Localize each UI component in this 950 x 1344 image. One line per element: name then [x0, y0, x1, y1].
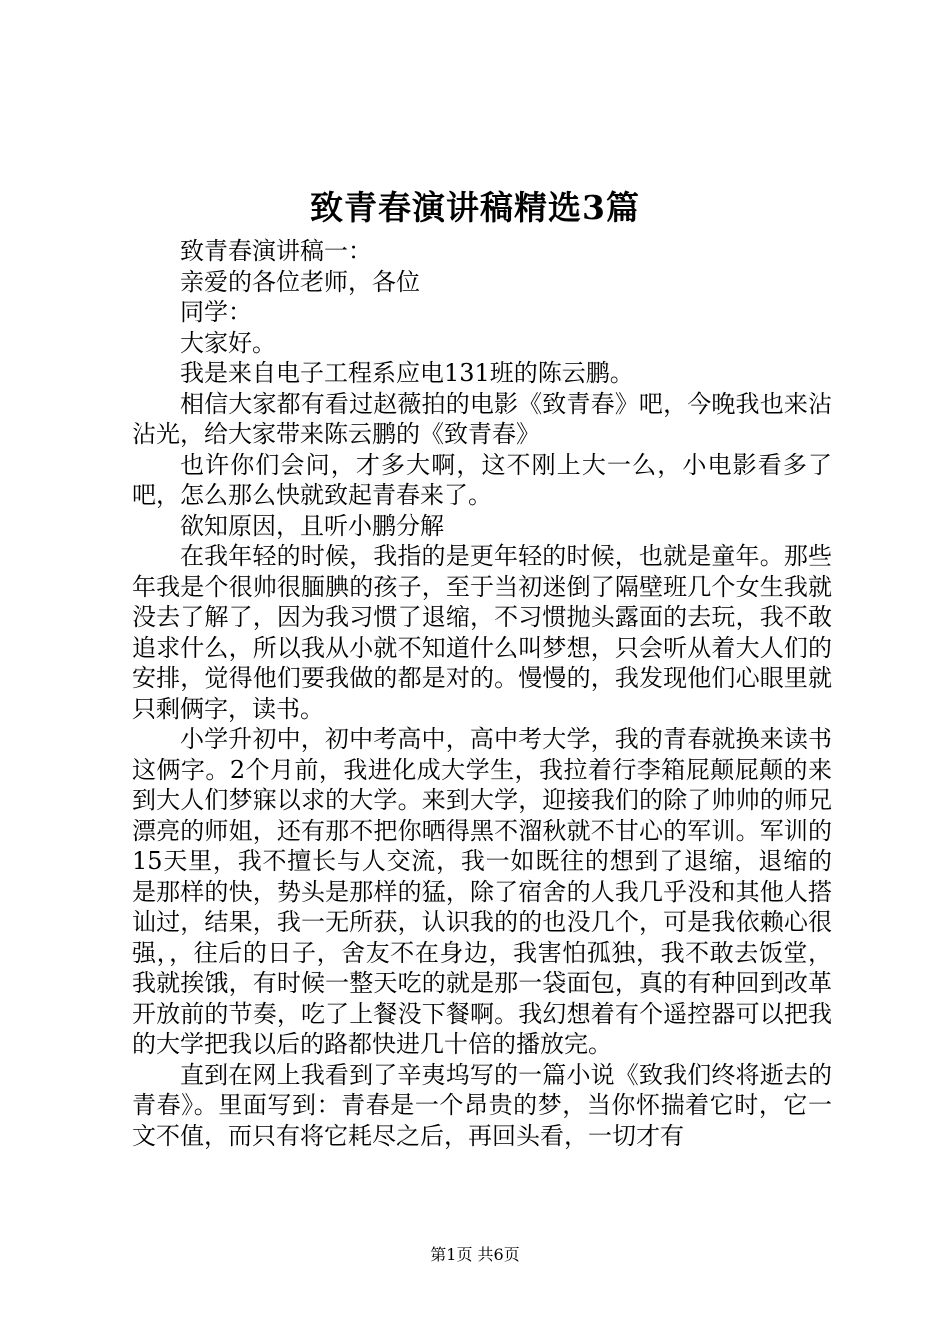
document-body	[132, 236, 832, 1151]
document-title: 致青春演讲稿精选3篇	[310, 188, 640, 227]
paragraph: 也许你们会问，才多大啊，这不刚上大一么，小电影看多了吧，怎么那么快就致起青春来了。	[132, 450, 832, 509]
paragraph: 欲知原因，且听小鹏分解	[180, 511, 444, 540]
paragraph: 直到在网上我看到了辛夷坞写的一篇小说《致我们终将逝去的青春》。里面写到：青春是一个昂贵的梦，当你怀揣着它时，它一文不值，而只有将它耗尽之后，再回头看，一切才有	[132, 1060, 832, 1150]
paragraph: 大家好。	[180, 328, 276, 357]
paragraph: 亲爱的各位老师，各位	[180, 267, 420, 296]
paragraph: 同学：	[180, 298, 252, 326]
paragraph: 在我年轻的时候，我指的是更年轻的时候，也就是童年。那些年我是个很帅很腼腆的孩子，至于当初迷倒了隔壁班几个女生我就没去了解了，因为我习惯了退缩，不习惯抛头露面的去玩，我不敢追求什么，所以我从小就不知道什么叫梦想，只会听从着大人们的安排，觉得他们要我做的都是对的。慢慢的，我发现他们心眼里就只剩俩字，读书。	[132, 542, 832, 723]
paragraph: 相信大家都有看过赵薇拍的电影《致青春》吧，今晚我也来沾沾光，给大家带来陈云鹏的《致青春》	[132, 389, 832, 448]
paragraph: 小学升初中，初中考高中，高中考大学，我的青春就换来读书这俩字。2个月前，我进化成大学生，我拉着行李箱屁颠屁颠的来到大人们梦寐以求的大学。来到大学，迎接我们的除了帅帅的师兄漂亮的师姐，还有那不把你晒得黑不溜秋就不甘心的军训。军训的15天里，我不擅长与人交流，我一如既往的想到了退缩，退缩的是那样的快，势头是那样的猛，除了宿舍的人我几乎没和其他人搭讪过，结果，我一无所获，认识我的的也没几个，可是我依赖心很强，，往后的日子，舍友不在身边，我害怕孤独，我不敢去饭堂，我就挨饿，有时候一整天吃的就是那一袋面包，真的有种回到改革开放前的节奏，吃了上餐没下餐啊。我幻想着有个遥控器可以把我的大学把我以后的路都快进几十倍的播放完。	[132, 725, 832, 1058]
paragraph: 我是来自电子工程系应电131班的陈云鹏。	[180, 359, 634, 387]
paragraph: 致青春演讲稿一：	[180, 237, 372, 265]
page-footer: 第1页 共6页	[430, 1245, 520, 1264]
